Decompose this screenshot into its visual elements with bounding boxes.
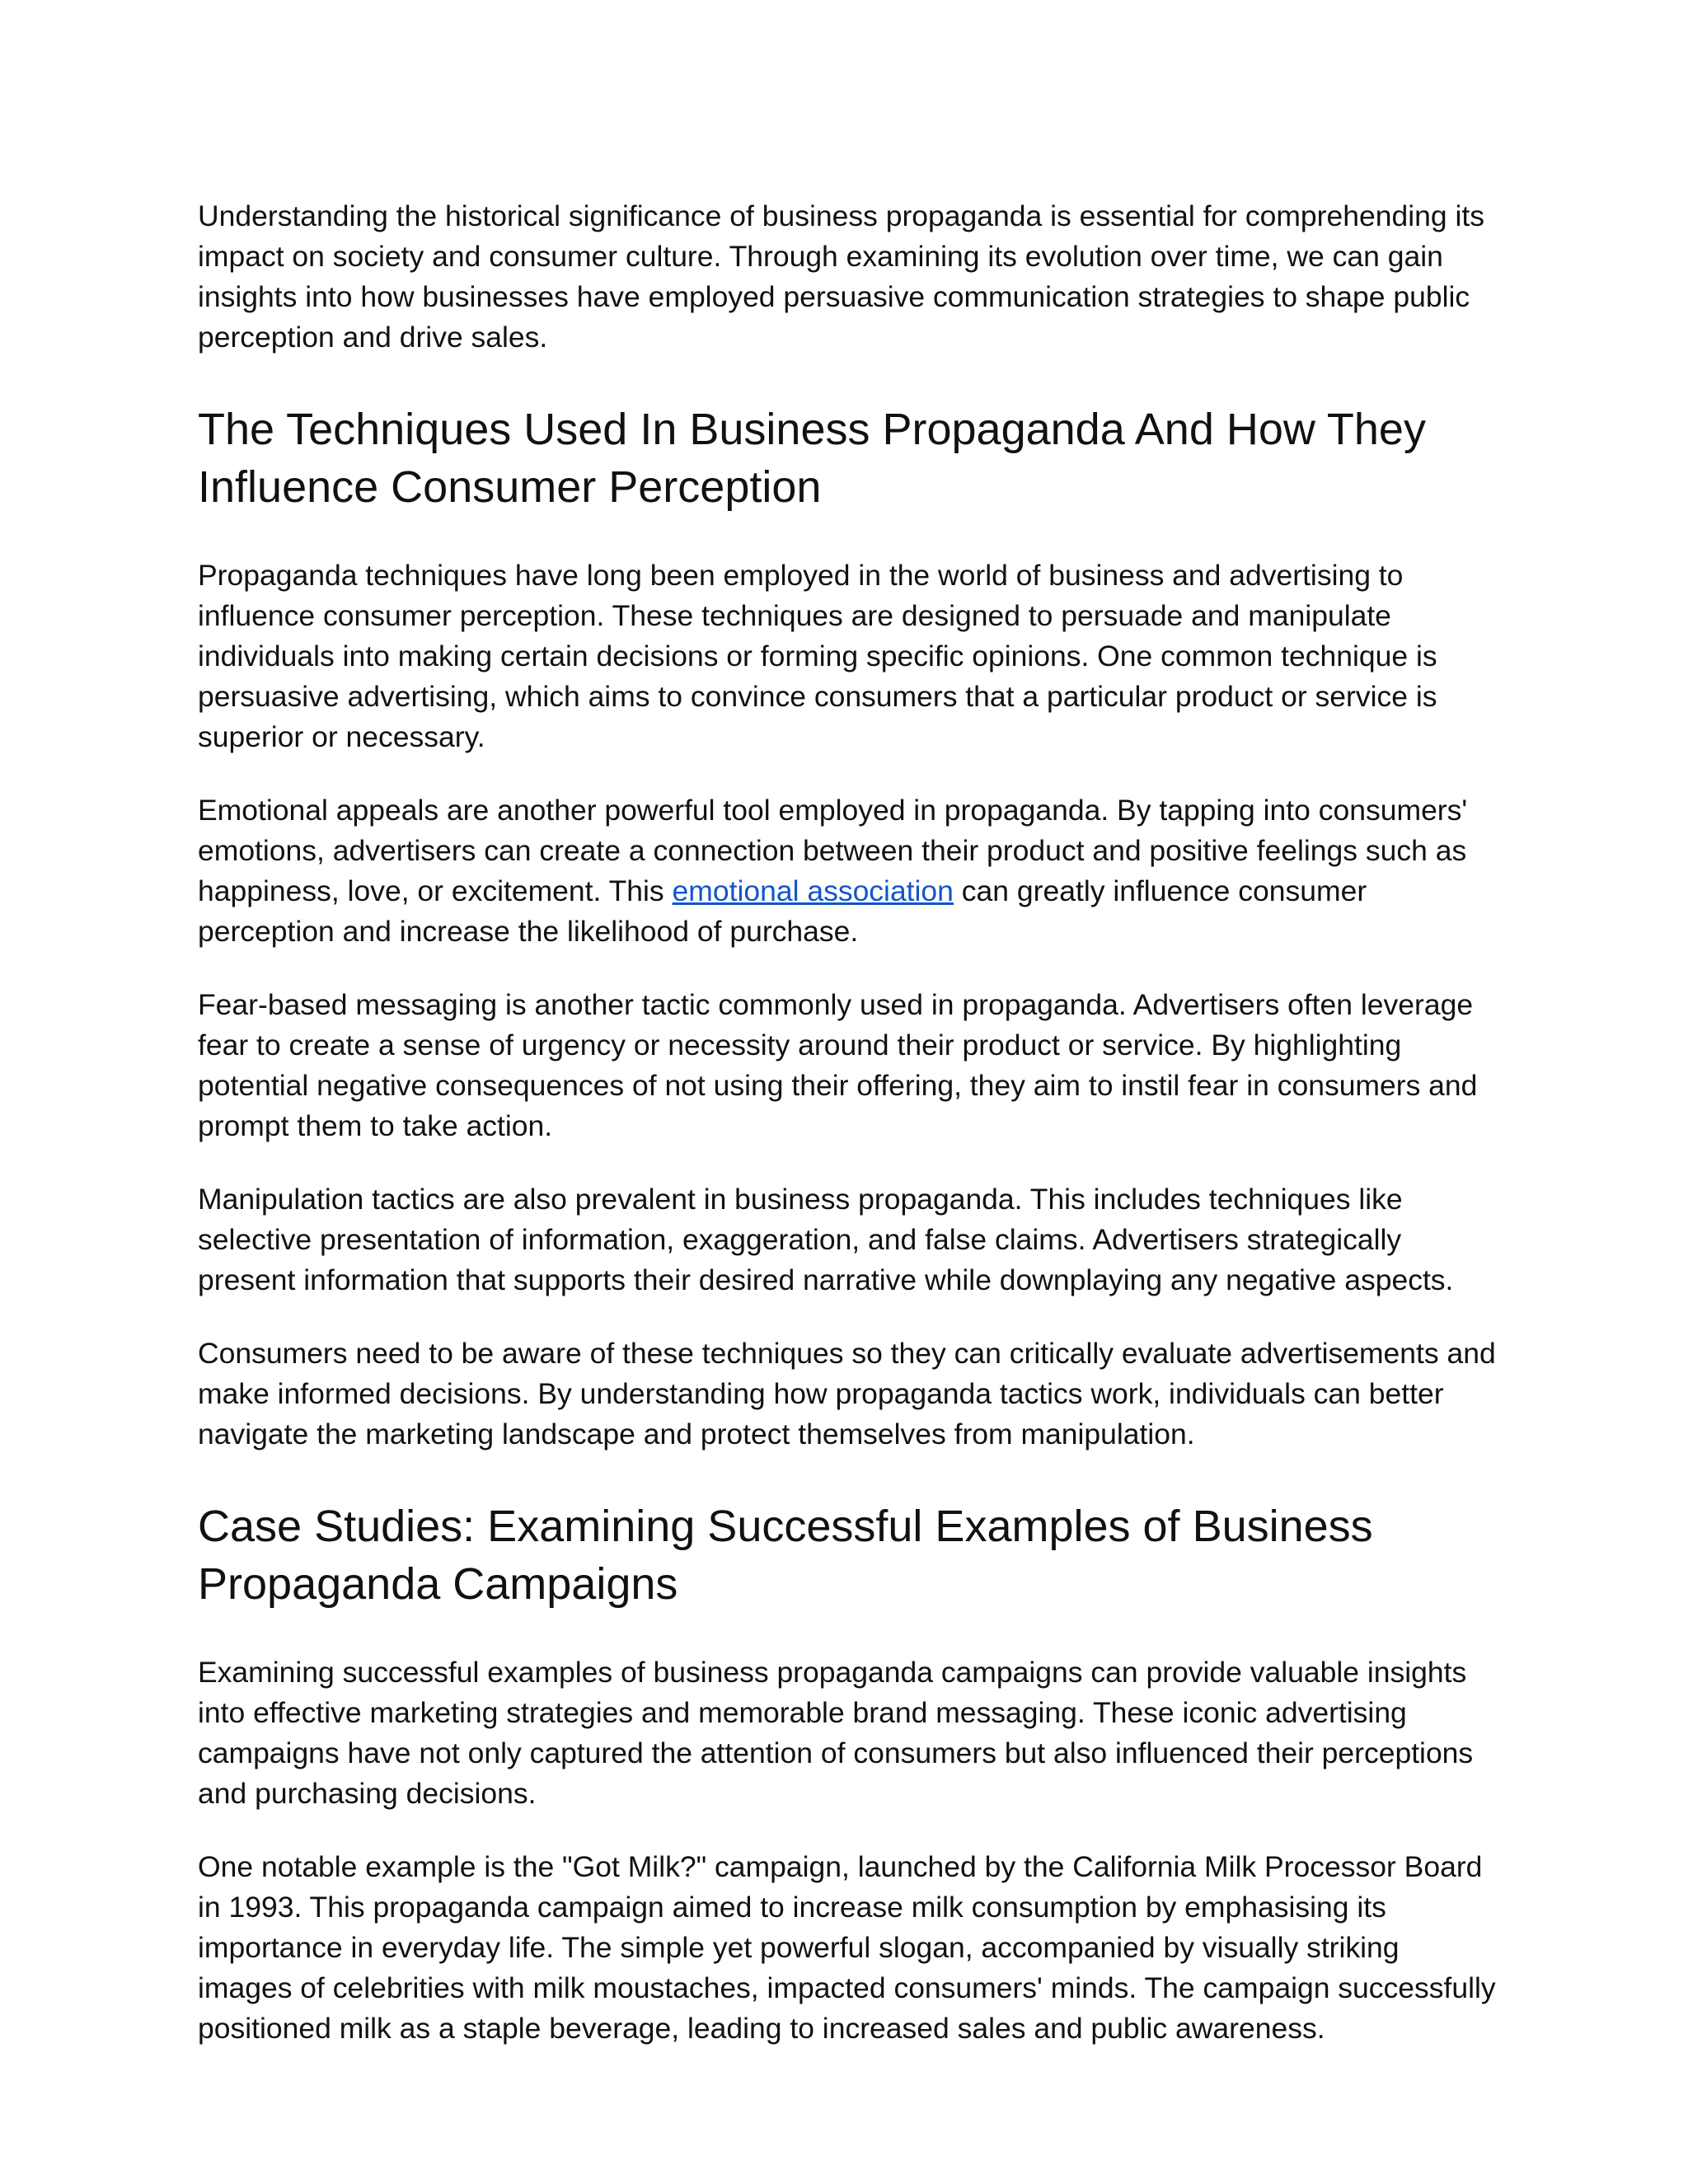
intro-paragraph: Understanding the historical significance of business propaganda is essential for comprehending its impact on society and consumer culture. Through examining its evolution over time, we can gain insights into how businesses have employed persuasive communication strategies to shape public perception and drive sales. <box>198 199 1484 354</box>
case-studies-heading: Case Studies: Examining Successful Examples of Business Propaganda Campaigns <box>198 1502 1373 1609</box>
techniques-paragraph-3: Fear-based messaging is another tactic commonly used in propaganda. Advertisers often leverage fear to create a sense of urgency or necessity around their product or service. By highlighting potential negative consequences of not using their offering, they aim to instil fear in consumers and prompt them to take action. <box>198 988 1478 1142</box>
case-studies-paragraph-1: Examining successful examples of business propaganda campaigns can provide valuable insights into effective marketing strategies and memorable brand messaging. These iconic advertising campaigns have not only captured the attention of consumers but also influenced their perceptions and purchasing decisions. <box>198 1656 1474 1810</box>
document-page <box>198 196 1500 2049</box>
techniques-paragraph-1: Propaganda techniques have long been employed in the world of business and advertising to influence consumer perception. These techniques are designed to persuade and manipulate individuals into making certain decisions or forming specific opinions. One common technique is persuasive advertising, which aims to convince consumers that a particular product or service is superior or necessary. <box>198 559 1437 753</box>
paragraph-text: can greatly influence consumer perception and increase the likelihood of purchase. <box>198 874 1367 948</box>
techniques-paragraph-5: Consumers need to be aware of these techniques so they can critically evaluate advertisements and make informed decisions. By understanding how propaganda tactics work, individuals can better navigate the marketing landscape and protect themselves from manipulation. <box>198 1337 1496 1451</box>
techniques-paragraph-2 <box>198 790 1500 952</box>
case-studies-paragraph-2: One notable example is the "Got Milk?" campaign, launched by the California Milk Processor Board in 1993. This propaganda campaign aimed to increase milk consumption by emphasising its importance in everyday life. The simple yet powerful slogan, accompanied by visually striking images of celebrities with milk moustaches, impacted consumers' minds. The campaign successfully positioned milk as a staple beverage, leading to increased sales and public awareness. <box>198 1850 1496 2045</box>
techniques-heading: The Techniques Used In Business Propaganda And How They Influence Consumer Perception <box>198 405 1426 512</box>
emotional-association-link[interactable]: emotional association <box>672 874 954 907</box>
techniques-paragraph-4: Manipulation tactics are also prevalent in business propaganda. This includes techniques like selective presentation of information, exaggeration, and false claims. Advertisers strategically present information that supports their desired narrative while downplaying any negative aspects. <box>198 1183 1454 1296</box>
paragraph-text: Emotional appeals are another powerful tool employed in propaganda. By tapping into consumers' emotions, advertisers can create a connection between their product and positive feelings such as happiness, love, or excitement. This <box>198 794 1468 907</box>
